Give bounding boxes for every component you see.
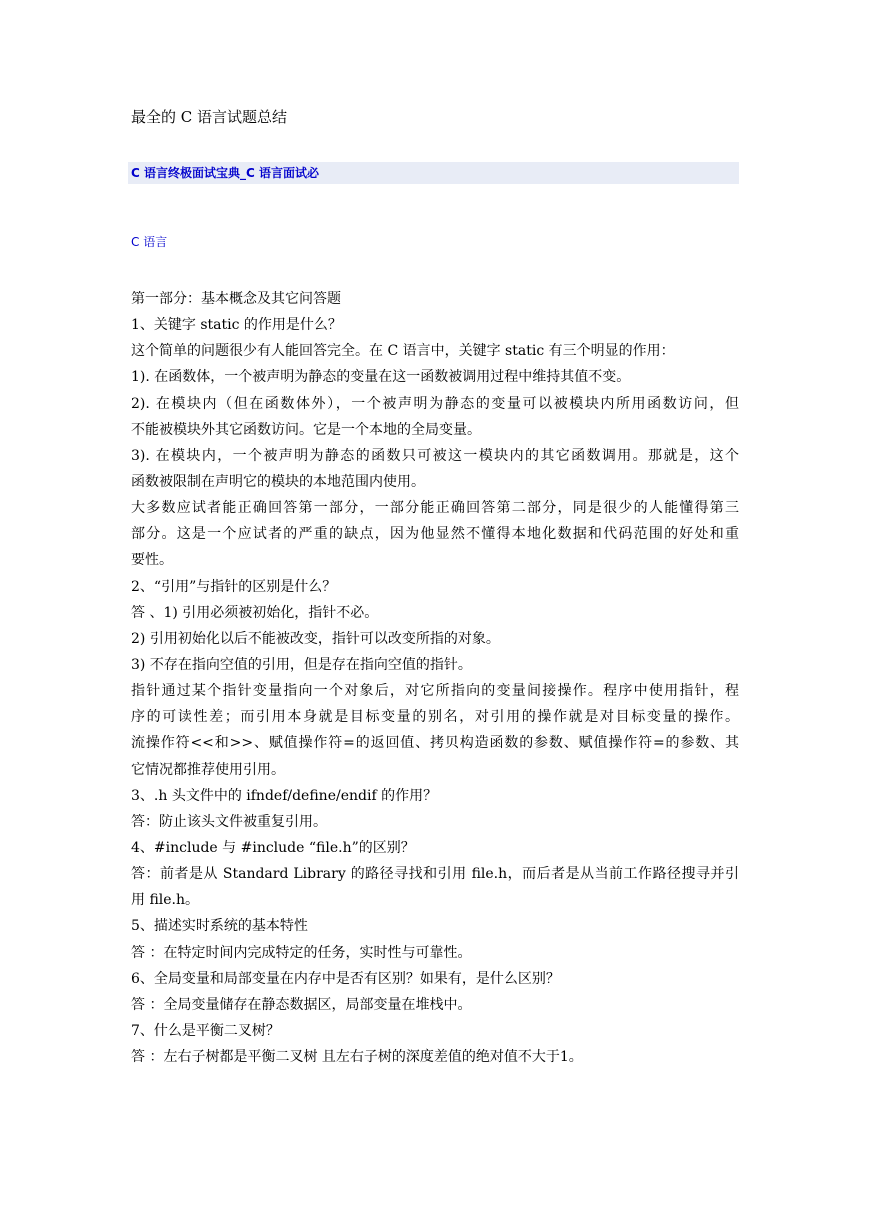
text-line: 大多数应试者能正确回答第一部分，一部分能正确回答第二部分，同是很少的人能懂得第三 [131,500,739,517]
text-line: 2) 引用初始化以后不能被改变，指针可以改变所指的对象。 [131,630,500,647]
text-line: 3、.h 头文件中的 ifndef/define/endif 的作用？ [131,787,438,804]
text-line: 2). 在模块内（但在函数体外），一个被声明为静态的变量可以被模块内所用函数访问，但 [131,395,739,412]
text-line: 要性。 [131,552,173,569]
text-line: 部分。这是一个应试者的严重的缺点，因为他显然不懂得本地化数据和代码范围的好处和重 [131,526,739,543]
text-line: 4、#include 与 #include “file.h”的区别？ [131,839,415,856]
text-line: 函数被限制在声明它的模块的本地范围内使用。 [131,473,425,490]
text-line: 指针通过某个指针变量指向一个对象后，对它所指向的变量间接操作。程序中使用指针，程 [131,683,739,700]
text-line: 这个简单的问题很少有人能回答完全。在 C 语言中，关键字 static 有三个明显的作用： [131,343,675,360]
text-line: 不能被模块外其它函数访问。它是一个本地的全局变量。 [131,421,481,438]
text-line: 流操作符<<和>>、赋值操作符=的返回值、拷贝构造函数的参数、赋值操作符=的参数、其 [131,735,739,752]
text-line: 用 file.h。 [131,892,200,909]
text-line: 3). 在模块内，一个被声明为静态的函数只可被这一模块内的其它函数调用。那就是，这个 [131,447,739,464]
text-line: 1). 在函数体，一个被声明为静态的变量在这一函数被调用过程中维持其值不变。 [131,369,631,386]
text-line: 2、“引用”与指针的区别是什么？ [131,578,337,595]
text-line: 答 ：全局变量储存在静态数据区，局部变量在堆栈中。 [131,996,472,1013]
article-body [131,286,739,1070]
text-line: 答 ：左右子树都是平衡二叉树 且左右子树的深度差值的绝对值不大于1。 [131,1049,583,1066]
text-line: 它情况都推荐使用引用。 [131,761,285,778]
text-line: 1、关键字 static 的作用是什么？ [131,317,342,334]
text-line: 序的可读性差；而引用本身就是目标变量的别名，对引用的操作就是对目标变量的操作。 [131,709,739,726]
article-title-link[interactable]: C 语言终极面试宝典_C 语言面试必 [131,166,319,180]
article-link-banner [128,162,739,184]
category-link[interactable]: C 语言 [131,235,168,249]
text-line: 答 ：在特定时间内完成特定的任务，实时性与可靠性。 [131,944,472,961]
text-line: 答：防止该头文件被重复引用。 [131,813,327,830]
document-title: 最全的 C 语言试题总结 [131,108,288,126]
text-line: 答：前者是从 Standard Library 的路径寻找和引用 file.h，而后者是从当前工作路径搜寻并引 [131,866,739,883]
text-line: 答 、1) 引用必须被初始化，指针不必。 [131,604,379,621]
text-line: 第一部分：基本概念及其它问答题 [131,291,341,307]
text-line: 3) 不存在指向空值的引用，但是存在指向空值的指针。 [131,656,472,673]
text-line: 6、全局变量和局部变量在内存中是否有区别？如果有，是什么区别？ [131,970,560,987]
text-line: 5、描述实时系统的基本特性 [131,918,308,935]
text-line: 7、什么是平衡二叉树？ [131,1022,280,1039]
